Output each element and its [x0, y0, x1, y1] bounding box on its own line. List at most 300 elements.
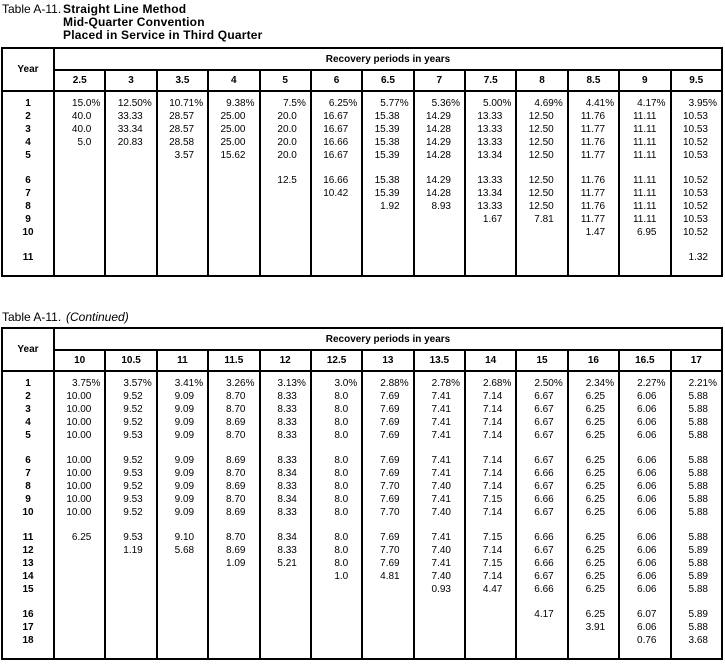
value-cell: 6.25 [568, 493, 619, 506]
value-cell [260, 608, 311, 621]
column-header: 17 [671, 350, 723, 371]
value-cell: 16.67 [311, 110, 362, 123]
value-cell [208, 634, 259, 659]
value-cell: 9.09 [157, 390, 208, 403]
value-cell: 8.33 [260, 480, 311, 493]
value-cell [516, 239, 567, 251]
value-cell [157, 634, 208, 659]
year-cell: 1 [2, 371, 54, 390]
value-cell: 6.66 [516, 467, 567, 480]
value-cell [362, 251, 413, 276]
value-cell: 40.0 [54, 110, 105, 123]
value-cell [208, 596, 259, 608]
value-cell: 6.06 [619, 557, 670, 570]
table-row [2, 403, 722, 416]
column-header: 11.5 [208, 350, 259, 371]
value-cell: 6.67 [516, 429, 567, 442]
value-cell: 5.88 [671, 480, 723, 493]
value-cell [311, 583, 362, 596]
column-header: 9.5 [671, 70, 723, 91]
column-header: 12.5 [311, 350, 362, 371]
value-cell [208, 570, 259, 583]
value-cell: 5.88 [671, 403, 723, 416]
value-cell: 15.0% [54, 91, 105, 110]
value-cell [54, 226, 105, 239]
value-cell [414, 596, 465, 608]
value-cell [54, 213, 105, 226]
value-cell: 12.50 [516, 110, 567, 123]
value-cell [105, 149, 156, 162]
value-cell: 11.11 [619, 136, 670, 149]
value-cell [465, 226, 516, 239]
value-cell [516, 621, 567, 634]
spacer-row [2, 519, 722, 531]
table-row [2, 557, 722, 570]
value-cell: 6.25 [568, 557, 619, 570]
value-cell: 8.0 [311, 506, 362, 519]
value-cell: 7.69 [362, 429, 413, 442]
value-cell: 6.06 [619, 506, 670, 519]
value-cell [157, 162, 208, 174]
value-cell [568, 239, 619, 251]
value-cell [157, 200, 208, 213]
column-header: 8.5 [568, 70, 619, 91]
value-cell: 7.40 [414, 544, 465, 557]
value-cell [671, 596, 723, 608]
value-cell: 8.33 [260, 544, 311, 557]
year-cell: 5 [2, 149, 54, 162]
year-cell: 9 [2, 493, 54, 506]
value-cell: 28.57 [157, 110, 208, 123]
value-cell [568, 519, 619, 531]
value-cell: 10.00 [54, 480, 105, 493]
value-cell: 8.0 [311, 531, 362, 544]
value-cell: 7.69 [362, 493, 413, 506]
year-cell: 10 [2, 226, 54, 239]
value-cell: 12.50 [516, 136, 567, 149]
value-cell [414, 634, 465, 659]
value-cell: 9.09 [157, 493, 208, 506]
title-line-method: Straight Line Method [63, 2, 187, 16]
value-cell: 11.11 [619, 200, 670, 213]
value-cell [260, 226, 311, 239]
value-cell: 3.57 [157, 149, 208, 162]
value-cell [208, 213, 259, 226]
value-cell: 6.06 [619, 467, 670, 480]
value-cell: 6.67 [516, 570, 567, 583]
column-header: 12 [260, 350, 311, 371]
value-cell: 5.00% [465, 91, 516, 110]
value-cell: 11.77 [568, 123, 619, 136]
value-cell: 14.28 [414, 123, 465, 136]
value-cell: 10.00 [54, 454, 105, 467]
value-cell [157, 213, 208, 226]
value-cell: 6.67 [516, 403, 567, 416]
column-header: 7 [414, 70, 465, 91]
value-cell [54, 608, 105, 621]
value-cell: 40.0 [54, 123, 105, 136]
value-cell: 7.69 [362, 531, 413, 544]
value-cell: 7.70 [362, 506, 413, 519]
value-cell: 6.25 [568, 454, 619, 467]
value-cell: 15.38 [362, 174, 413, 187]
value-cell: 12.50 [516, 149, 567, 162]
value-cell: 2.88% [362, 371, 413, 390]
value-cell: 1.0 [311, 570, 362, 583]
value-cell [516, 596, 567, 608]
value-cell: 6.07 [619, 608, 670, 621]
value-cell [105, 174, 156, 187]
value-cell [260, 596, 311, 608]
value-cell: 10.53 [671, 110, 723, 123]
value-cell [105, 162, 156, 174]
value-cell [311, 621, 362, 634]
title-line-quarter: Placed in Service in Third Quarter [63, 28, 263, 42]
recovery-periods-header: Recovery periods in years [54, 48, 722, 70]
value-cell: 8.34 [260, 493, 311, 506]
value-cell [362, 519, 413, 531]
value-cell [568, 442, 619, 454]
value-cell [414, 162, 465, 174]
value-cell: 6.06 [619, 493, 670, 506]
value-cell: 15.39 [362, 187, 413, 200]
column-header: 3 [105, 70, 156, 91]
column-header: 5 [260, 70, 311, 91]
value-cell: 8.0 [311, 454, 362, 467]
value-cell [465, 162, 516, 174]
year-cell: 4 [2, 136, 54, 149]
value-cell [568, 596, 619, 608]
value-cell [208, 226, 259, 239]
value-cell [54, 557, 105, 570]
year-cell: 2 [2, 390, 54, 403]
value-cell: 9.09 [157, 467, 208, 480]
recovery-header-row [2, 328, 722, 350]
value-cell: 3.68 [671, 634, 723, 659]
value-cell [362, 608, 413, 621]
value-cell [311, 226, 362, 239]
value-cell: 6.67 [516, 416, 567, 429]
value-cell: 7.70 [362, 544, 413, 557]
value-cell: 6.67 [516, 506, 567, 519]
value-cell: 7.14 [465, 570, 516, 583]
value-cell: 6.25 [568, 480, 619, 493]
value-cell: 6.25 [568, 403, 619, 416]
value-cell: 10.52 [671, 226, 723, 239]
value-cell: 7.40 [414, 506, 465, 519]
value-cell [414, 442, 465, 454]
value-cell: 8.0 [311, 557, 362, 570]
value-cell [54, 544, 105, 557]
value-cell [54, 570, 105, 583]
value-cell [54, 442, 105, 454]
value-cell: 28.57 [157, 123, 208, 136]
value-cell [671, 162, 723, 174]
value-cell: 6.25 [568, 467, 619, 480]
year-cell: 6 [2, 454, 54, 467]
value-cell [54, 583, 105, 596]
value-cell: 13.34 [465, 187, 516, 200]
value-cell [465, 442, 516, 454]
spacer-row [2, 596, 722, 608]
value-cell: 2.21% [671, 371, 723, 390]
value-cell: 5.21 [260, 557, 311, 570]
year-cell: 6 [2, 174, 54, 187]
table-row [2, 506, 722, 519]
table-row [2, 467, 722, 480]
value-cell: 14.29 [414, 110, 465, 123]
value-cell: 6.06 [619, 429, 670, 442]
value-cell: 7.5% [260, 91, 311, 110]
value-cell: 9.38% [208, 91, 259, 110]
value-cell: 4.47 [465, 583, 516, 596]
value-cell: 6.67 [516, 544, 567, 557]
value-cell [260, 162, 311, 174]
value-cell [157, 583, 208, 596]
column-header: 6.5 [362, 70, 413, 91]
value-cell: 15.38 [362, 110, 413, 123]
value-cell [157, 621, 208, 634]
value-cell: 7.41 [414, 467, 465, 480]
value-cell [311, 519, 362, 531]
value-cell: 7.69 [362, 557, 413, 570]
value-cell: 7.41 [414, 531, 465, 544]
value-cell: 3.41% [157, 371, 208, 390]
value-cell: 5.68 [157, 544, 208, 557]
value-cell [362, 442, 413, 454]
value-cell: 9.52 [105, 416, 156, 429]
value-cell: 6.06 [619, 583, 670, 596]
value-cell [157, 187, 208, 200]
value-cell: 8.70 [208, 429, 259, 442]
value-cell [362, 239, 413, 251]
value-cell [260, 213, 311, 226]
value-cell: 5.36% [414, 91, 465, 110]
value-cell: 12.5 [260, 174, 311, 187]
column-header: 6 [311, 70, 362, 91]
value-cell [260, 251, 311, 276]
value-cell: 11.11 [619, 187, 670, 200]
value-cell: 5.88 [671, 557, 723, 570]
value-cell: 5.0 [54, 136, 105, 149]
value-cell [260, 634, 311, 659]
value-cell: 6.06 [619, 416, 670, 429]
value-cell: 3.57% [105, 371, 156, 390]
value-cell [568, 162, 619, 174]
value-cell: 10.00 [54, 403, 105, 416]
table-row [2, 110, 722, 123]
value-cell: 8.69 [208, 416, 259, 429]
value-cell [54, 162, 105, 174]
value-cell: 9.52 [105, 454, 156, 467]
value-cell: 9.09 [157, 480, 208, 493]
value-cell: 8.70 [208, 531, 259, 544]
year-cell: 5 [2, 429, 54, 442]
value-cell [105, 621, 156, 634]
value-cell: 7.15 [465, 557, 516, 570]
year-cell: 7 [2, 187, 54, 200]
value-cell: 20.0 [260, 110, 311, 123]
value-cell: 9.52 [105, 403, 156, 416]
value-cell [311, 442, 362, 454]
value-cell: 10.53 [671, 187, 723, 200]
column-header-row [2, 70, 722, 91]
value-cell [105, 239, 156, 251]
table-row [2, 531, 722, 544]
value-cell: 8.93 [414, 200, 465, 213]
value-cell: 7.14 [465, 454, 516, 467]
value-cell: 8.0 [311, 544, 362, 557]
value-cell: 16.67 [311, 123, 362, 136]
value-cell [311, 634, 362, 659]
value-cell [157, 442, 208, 454]
value-cell [157, 570, 208, 583]
value-cell [105, 519, 156, 531]
value-cell: 8.33 [260, 506, 311, 519]
value-cell: 1.09 [208, 557, 259, 570]
value-cell [619, 162, 670, 174]
year-cell: 9 [2, 213, 54, 226]
value-cell: 5.88 [671, 467, 723, 480]
table-row [2, 454, 722, 467]
spacer-row [2, 442, 722, 454]
value-cell [260, 187, 311, 200]
value-cell [516, 442, 567, 454]
value-cell [157, 608, 208, 621]
value-cell: 7.40 [414, 480, 465, 493]
column-header: 14 [465, 350, 516, 371]
value-cell [157, 174, 208, 187]
value-cell: 7.41 [414, 390, 465, 403]
value-cell [516, 519, 567, 531]
table-row [2, 200, 722, 213]
value-cell: 20.0 [260, 149, 311, 162]
value-cell [414, 239, 465, 251]
value-cell [465, 608, 516, 621]
value-cell [208, 251, 259, 276]
value-cell [311, 596, 362, 608]
table1-title [2, 3, 263, 42]
year-cell: 10 [2, 506, 54, 519]
value-cell: 15.39 [362, 149, 413, 162]
value-cell [568, 251, 619, 276]
value-cell: 6.25 [568, 429, 619, 442]
value-cell: 16.66 [311, 136, 362, 149]
value-cell: 7.41 [414, 416, 465, 429]
value-cell: 13.33 [465, 123, 516, 136]
value-cell: 20.0 [260, 123, 311, 136]
value-cell: 4.17 [516, 608, 567, 621]
value-cell: 8.34 [260, 467, 311, 480]
value-cell [311, 251, 362, 276]
value-cell [260, 583, 311, 596]
value-cell: 5.89 [671, 608, 723, 621]
value-cell: 14.28 [414, 149, 465, 162]
value-cell: 12.50 [516, 123, 567, 136]
table-row [2, 634, 722, 659]
value-cell: 13.33 [465, 136, 516, 149]
value-cell [54, 634, 105, 659]
value-cell: 7.14 [465, 429, 516, 442]
value-cell: 9.09 [157, 416, 208, 429]
value-cell: 0.93 [414, 583, 465, 596]
value-cell: 9.52 [105, 480, 156, 493]
value-cell: 7.41 [414, 429, 465, 442]
year-cell: 7 [2, 467, 54, 480]
column-header: 10.5 [105, 350, 156, 371]
value-cell: 8.69 [208, 506, 259, 519]
value-cell [157, 251, 208, 276]
table-row [2, 583, 722, 596]
value-cell: 8.0 [311, 493, 362, 506]
value-cell: 6.25 [568, 570, 619, 583]
year-cell: 11 [2, 251, 54, 276]
year-cell [2, 442, 54, 454]
value-cell [414, 608, 465, 621]
value-cell: 6.06 [619, 403, 670, 416]
value-cell: 1.92 [362, 200, 413, 213]
column-header: 7.5 [465, 70, 516, 91]
value-cell: 10.53 [671, 123, 723, 136]
value-cell: 8.70 [208, 390, 259, 403]
table-row [2, 371, 722, 390]
value-cell: 6.06 [619, 544, 670, 557]
value-cell [362, 583, 413, 596]
table-row [2, 149, 722, 162]
value-cell: 8.33 [260, 416, 311, 429]
table1-label: Table A-11. [2, 2, 62, 16]
table1-title-lines [63, 3, 263, 42]
year-cell: 3 [2, 123, 54, 136]
spacer-row [2, 239, 722, 251]
value-cell [516, 634, 567, 659]
value-cell: 8.0 [311, 480, 362, 493]
recovery-header-row [2, 48, 722, 70]
value-cell: 10.00 [54, 506, 105, 519]
value-cell: 2.50% [516, 371, 567, 390]
year-cell: 4 [2, 416, 54, 429]
value-cell [619, 239, 670, 251]
column-header: 3.5 [157, 70, 208, 91]
table1-body [2, 91, 722, 276]
value-cell [105, 226, 156, 239]
value-cell: 25.00 [208, 123, 259, 136]
value-cell: 10.00 [54, 467, 105, 480]
value-cell: 6.25 [568, 390, 619, 403]
value-cell: 13.33 [465, 200, 516, 213]
value-cell [516, 226, 567, 239]
year-cell: 1 [2, 91, 54, 110]
table-row [2, 416, 722, 429]
value-cell: 7.69 [362, 467, 413, 480]
table-row [2, 251, 722, 276]
year-cell: 18 [2, 634, 54, 659]
value-cell [516, 162, 567, 174]
value-cell: 5.88 [671, 416, 723, 429]
value-cell [671, 239, 723, 251]
value-cell [465, 596, 516, 608]
value-cell [414, 519, 465, 531]
value-cell: 10.53 [671, 213, 723, 226]
value-cell: 11.77 [568, 149, 619, 162]
year-cell: 8 [2, 200, 54, 213]
value-cell: 33.33 [105, 110, 156, 123]
value-cell: 14.29 [414, 136, 465, 149]
value-cell: 5.88 [671, 493, 723, 506]
table-row [2, 187, 722, 200]
value-cell: 6.25 [568, 544, 619, 557]
continued-label: (Continued) [66, 310, 129, 324]
